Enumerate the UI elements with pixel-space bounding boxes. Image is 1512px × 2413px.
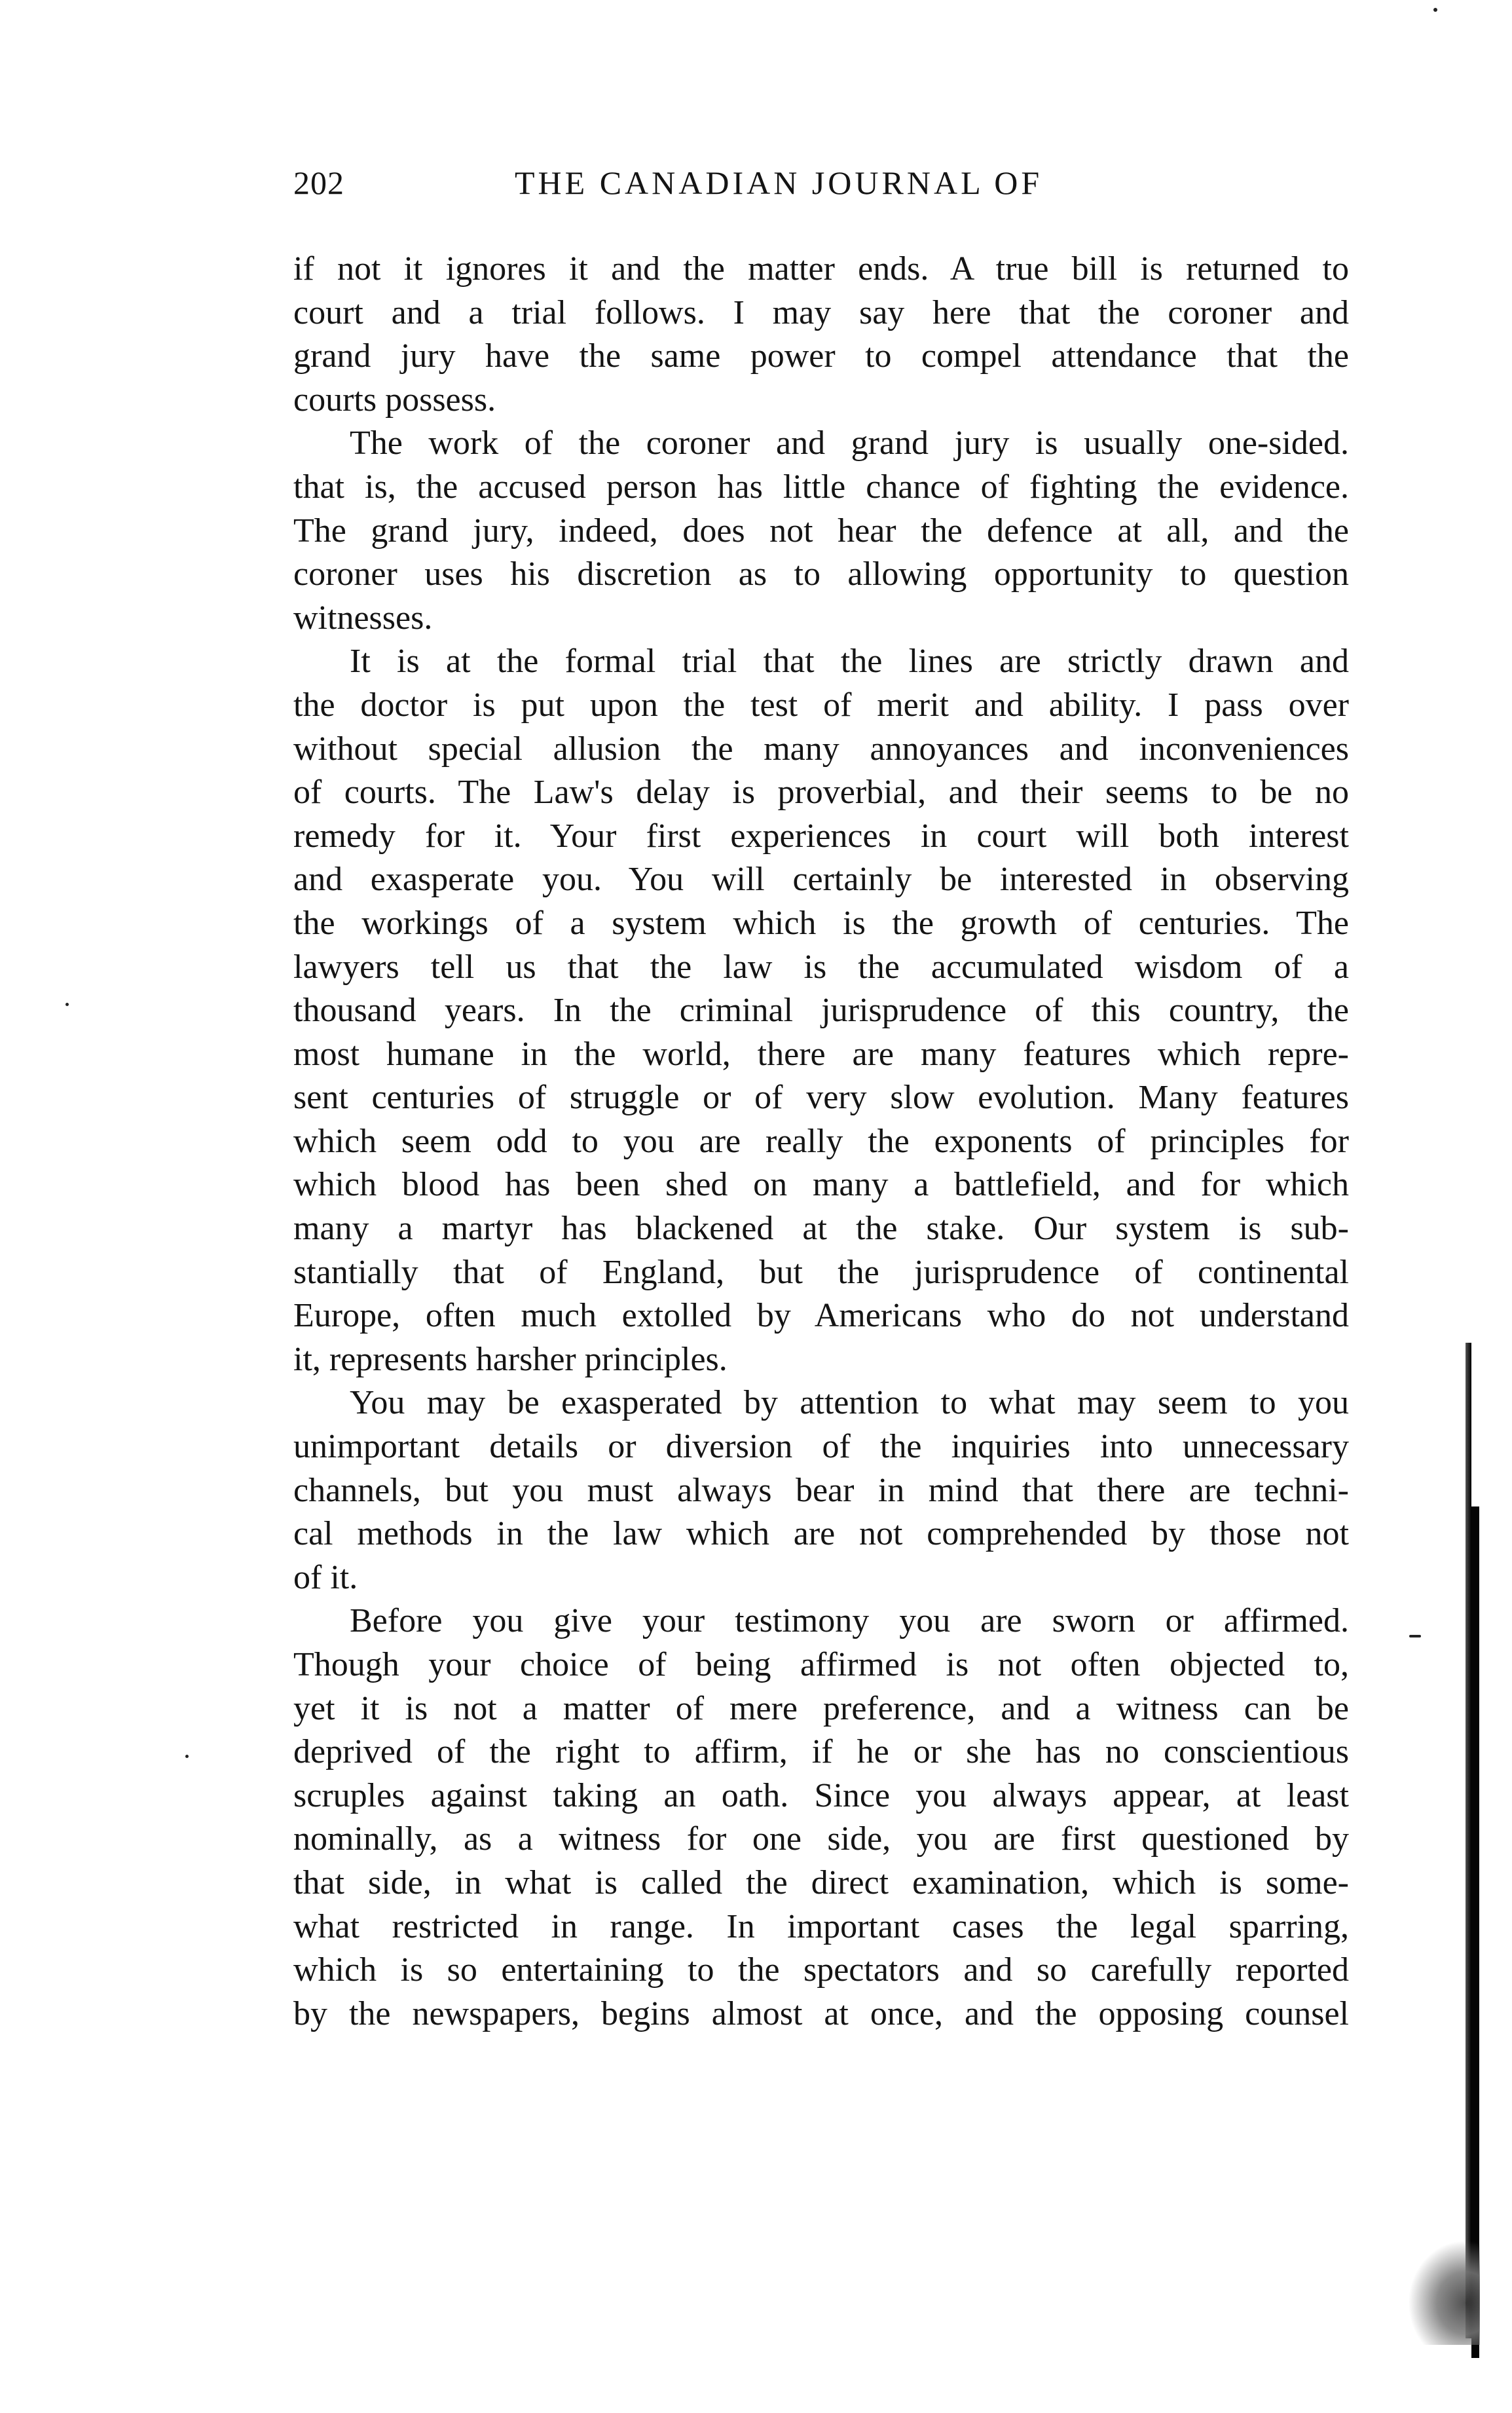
text-line: which is so entertaining to the spectators and so carefully reported bbox=[293, 1951, 1349, 1989]
text-line: Though your choice of being affirmed is not often objected to, bbox=[293, 1646, 1349, 1683]
text-line: which blood has been shed on many a battlefield, and for which bbox=[293, 1166, 1349, 1204]
text-line: deprived of the right to affirm, if he or she has no conscientious bbox=[293, 1733, 1349, 1771]
text-line: court and a trial follows. I may say here that the coroner and bbox=[293, 293, 1349, 331]
text-line: yet it is not a matter of mere preference, and a witness can be bbox=[293, 1689, 1349, 1727]
text-line: The work of the coroner and grand jury is usually one-sided. bbox=[350, 424, 1349, 462]
text-line: the workings of a system which is the growth of centuries. The bbox=[293, 904, 1349, 942]
text-line: by the newspapers, begins almost at once, and the opposing counsel bbox=[293, 1994, 1349, 2032]
binding-edge-dark bbox=[1471, 1506, 1479, 2358]
text-line: most humane in the world, there are many features which repre- bbox=[293, 1035, 1349, 1073]
text-line: nominally, as a witness for one side, you are first questioned by bbox=[293, 1820, 1349, 1858]
text-line: cal methods in the law which are not comprehended by those not bbox=[293, 1515, 1349, 1553]
text-line: scruples against taking an oath. Since you always appear, at least bbox=[293, 1776, 1349, 1814]
text-line: channels, but you must always bear in mind that there are techni- bbox=[293, 1471, 1349, 1509]
text-line: coroner uses his discretion as to allowing opportunity to question bbox=[293, 555, 1349, 593]
scan-speck bbox=[185, 1755, 189, 1758]
text-line: lawyers tell us that the law is the accumulated wisdom of a bbox=[293, 948, 1349, 986]
text-line: many a martyr has blackened at the stake. Our system is sub- bbox=[293, 1210, 1349, 1248]
binding-edge-shadow bbox=[1466, 1343, 1471, 2338]
text-line: that is, the accused person has little chance of fighting the evidence. bbox=[293, 468, 1349, 506]
text-line: if not it ignores it and the matter ends. A true bill is returned to bbox=[293, 250, 1349, 288]
text-line: it, represents harsher principles. bbox=[293, 1340, 728, 1378]
page-header bbox=[293, 164, 1354, 216]
text-line: It is at the formal trial that the lines are strictly drawn and bbox=[350, 643, 1349, 681]
text-line: You may be exasperated by attention to what may seem to you bbox=[350, 1384, 1349, 1422]
text-line: of courts. The Law's delay is proverbial, and their seems to be no bbox=[293, 774, 1349, 812]
text-line: remedy for it. Your first experiences in court will both interest bbox=[293, 817, 1349, 855]
text-line: of it. bbox=[293, 1558, 358, 1596]
binding-edge-speckle bbox=[1408, 2240, 1480, 2345]
text-line: unimportant details or diversion of the inquiries into unnecessary bbox=[293, 1428, 1349, 1466]
text-line: witnesses. bbox=[293, 599, 433, 637]
text-line: stantially that of England, but the jurisprudence of continental bbox=[293, 1253, 1349, 1291]
scan-speck bbox=[1433, 8, 1437, 12]
text-line: which seem odd to you are really the exponents of principles for bbox=[293, 1122, 1349, 1160]
body-text bbox=[293, 248, 1349, 2036]
text-line: courts possess. bbox=[293, 381, 496, 419]
page-number: 202 bbox=[293, 164, 344, 201]
text-line: the doctor is put upon the test of merit and ability. I pass over bbox=[293, 686, 1349, 724]
text-line: Europe, often much extolled by Americans who do not understand bbox=[293, 1297, 1349, 1335]
text-line: that side, in what is called the direct examination, which is some- bbox=[293, 1863, 1349, 1901]
text-line: The grand jury, indeed, does not hear the defence at all, and the bbox=[293, 512, 1349, 550]
scan-speck bbox=[65, 1003, 69, 1006]
text-line: without special allusion the many annoyances and inconveniences bbox=[293, 730, 1349, 768]
text-line: Before you give your testimony you are sworn or affirmed. bbox=[350, 1602, 1349, 1640]
text-line: sent centuries of struggle or of very slow evolution. Many features bbox=[293, 1079, 1349, 1117]
scan-speck bbox=[1409, 1635, 1421, 1637]
text-line: grand jury have the same power to compel attendance that the bbox=[293, 337, 1349, 375]
running-head: THE CANADIAN JOURNAL OF bbox=[515, 164, 1043, 201]
text-line: thousand years. In the criminal jurisprudence of this country, the bbox=[293, 992, 1349, 1030]
text-line: and exasperate you. You will certainly be interested in observing bbox=[293, 861, 1349, 899]
text-line: what restricted in range. In important cases the legal sparring, bbox=[293, 1907, 1349, 1945]
